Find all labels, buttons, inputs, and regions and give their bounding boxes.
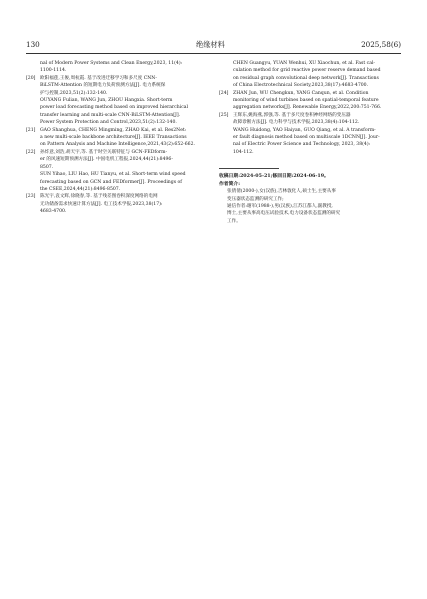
reference-text-line: 无功储备需求快速计算方法[J]. 电工技术学报,2023,38(17): — [40, 201, 163, 207]
reference-text-line: 1100-1114. — [40, 68, 67, 74]
reference-text-line: 孙炸意,刘浩,胡天宇,等. 基于时空关联特征与 GCN-FEDform- — [40, 149, 168, 155]
reference-text-line: 故障诊断方法[J]. 电力科学与技术学报,2023,38(4):104-112. — [233, 120, 360, 126]
reference-text-line: BiLSTM-Attention 的短期电力负荷预测方法[J]. 电力系统保 — [40, 83, 166, 89]
reference-number: [22] — [26, 149, 36, 155]
reference-text-line: 陈光宇,袁文辉,徐晓春,等. 基于残差图卷积深度网络的电网 — [40, 194, 158, 200]
reference-text-line: forecasting based on GCN and FEDformer[J]. Proceedings of — [40, 179, 182, 185]
reference-entry — [219, 60, 401, 90]
header-rule — [26, 53, 401, 54]
reference-text-line: 8507. — [40, 164, 54, 170]
reference-entry — [26, 193, 208, 215]
reference-entry — [219, 90, 401, 112]
reference-number: [24] — [219, 90, 229, 96]
bio-text-line: 工作。 — [227, 218, 241, 224]
reference-entry — [219, 112, 401, 156]
reference-text-line: ZHAN Jun, WU Chengkun, YANG Canqun, et al. Condition — [233, 90, 369, 96]
right-column — [219, 60, 401, 225]
journal-title: 绝缘材料 — [196, 40, 225, 49]
reference-number: [25] — [219, 112, 229, 118]
reference-number: [21] — [26, 127, 36, 133]
author-bios — [219, 188, 401, 225]
bio-text-line: 博士,主要从事高电压试验技术,电力设备状态监测的研究 — [227, 211, 341, 217]
reference-text-line: the CSEE,2024,44(21):8496-8507. — [40, 186, 121, 192]
footnote-separator — [219, 168, 279, 169]
volume-issue: 2025,58(6) — [361, 40, 401, 49]
reference-text-line: WANG Huidong, YAO Haiyan, GUO Qiang, et al. A transform- — [233, 127, 376, 133]
reference-text-line: er fault diagnosis method based on multiscale 1DCNN[J]. Jour- — [233, 135, 380, 141]
reference-text-line: Power System Protection and Control,2023,51(2):132-140. — [40, 120, 177, 126]
reference-text-line: CHEN Guangyu, YUAN Wenhui, XU Xiaochun, et al. Fast cal- — [233, 61, 375, 66]
reference-list-right — [219, 60, 401, 156]
reference-entry — [26, 60, 208, 75]
reference-text-line: power load forecasting method based on improved hierarchical — [40, 105, 188, 111]
author-info-heading: 作者简介: — [219, 180, 240, 187]
reference-text-line: culation method for grid reactive power reserve demand based — [233, 68, 381, 74]
reference-text-line: a new multi-scale backbone architecture[J]. IEEE Transactions — [40, 135, 187, 141]
reference-text-line: of China Electrotechnical Society,2023,38(17):4683-4700. — [233, 83, 369, 89]
reference-text-line: OUYANG Fulian, WANG Jun, ZHOU Hangxia. Short-term — [40, 98, 173, 104]
page-header — [26, 40, 401, 52]
reference-text-line: 护与控制,2023,51(2):132-140. — [40, 90, 108, 96]
received-dates: 收稿日期:2024-05-21;修回日期:2024-06-19。 — [219, 173, 329, 180]
bio-text-line: 变压器状态监测的研究工作; — [227, 196, 284, 202]
reference-text-line: nal of Electric Power Science and Technology, 2023, 38(4): — [233, 142, 371, 148]
reference-text-line: GAO Shanghua, CHENG Mingming, ZHAO Kai, et al. Res2Net: — [40, 127, 187, 133]
reference-text-line: aggregation networks[J]. Renewable Energy,2022,200:751-766. — [233, 105, 382, 111]
reference-text-line: 王辉东,姚海燕,郭强,等. 基于多尺度卷积神经网络的变压器 — [233, 112, 351, 118]
bio-text-line: 通信作者:谢军(1988-),男(汉族),江苏江都人,副教授, — [227, 203, 333, 209]
page-number: 130 — [26, 40, 40, 49]
reference-text-line: 104-112. — [233, 149, 254, 155]
left-column — [26, 60, 208, 216]
reference-number: [23] — [26, 194, 36, 200]
author-bio — [219, 188, 401, 203]
reference-text-line: 欧阳福莲,王俊,周杭霞. 基于改进迁移学习和多尺度 CNN- — [40, 75, 157, 81]
reference-entry — [26, 75, 208, 127]
reference-text-line: monitoring of wind turbines based on spatial-temporal feature — [233, 98, 379, 104]
reference-text-line: on Pattern Analysis and Machine Intelligence,2021,43(2):652-662. — [40, 142, 195, 148]
reference-text-line: on residual graph convolutional deep network[J]. Transactions — [233, 75, 379, 81]
author-bio — [219, 203, 401, 225]
bio-text-line: 张倩倩(2000-),女(汉族),吉林敦化人,硕士生,主要从事 — [227, 189, 336, 195]
reference-entry — [26, 149, 208, 193]
reference-number: [20] — [26, 75, 36, 81]
reference-text-line: transfer learning and multi-scale CNN-BiLSTM-Attention[J]. — [40, 112, 181, 118]
reference-text-line: SUN Yihao, LIU Hao, HU Tianyu, et al. Short-term wind speed — [40, 172, 186, 178]
reference-entry — [26, 127, 208, 149]
reference-text-line: nal of Modern Power Systems and Clean Energy,2023, 11(4): — [40, 61, 183, 66]
reference-text-line: er 的风速短期预测方法[J]. 中国电机工程报,2024,44(21):8496- — [40, 157, 173, 163]
reference-text-line: 4683-4700. — [40, 209, 67, 215]
